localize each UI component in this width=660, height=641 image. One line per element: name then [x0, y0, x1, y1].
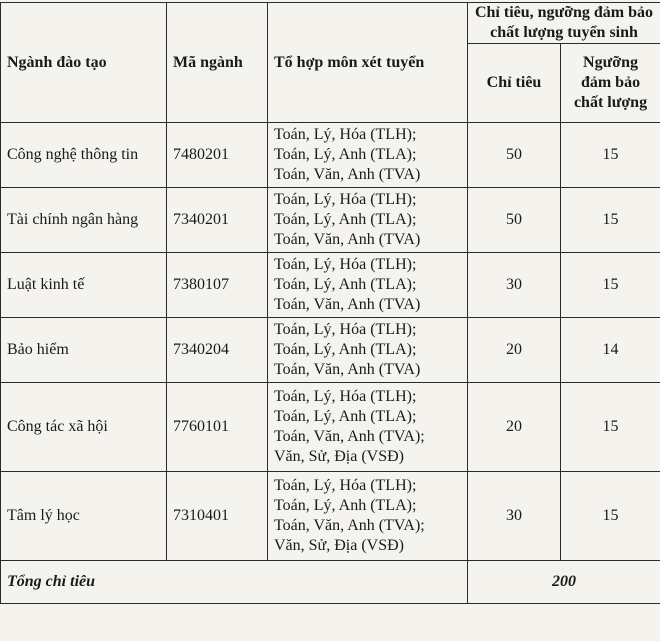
combo-line: Toán, Lý, Anh (TLA); [274, 211, 417, 228]
combo-line: Toán, Văn, Anh (TVA) [274, 296, 421, 313]
subject-combinations [268, 383, 468, 472]
header-major: Ngành đào tạo [1, 3, 167, 123]
major-code: 7340201 [167, 188, 268, 253]
header-combo: Tổ hợp môn xét tuyển [268, 3, 468, 123]
combo-line: Toán, Văn, Anh (TVA) [274, 166, 421, 183]
combo-line: Toán, Lý, Hóa (TLH); [274, 256, 417, 273]
subject-combinations [268, 472, 468, 561]
quota-value: 20 [468, 318, 561, 383]
table-body [1, 123, 660, 561]
quota-value: 30 [468, 472, 561, 561]
subject-combinations [268, 123, 468, 188]
major-code: 7480201 [167, 123, 268, 188]
major-name: Công tác xã hội [1, 383, 167, 472]
combo-line: Toán, Văn, Anh (TVA) [274, 231, 421, 248]
major-name: Tài chính ngân hàng [1, 188, 167, 253]
threshold-value: 15 [561, 253, 660, 318]
table-row [1, 253, 660, 318]
total-row [1, 561, 660, 604]
subject-combinations [268, 318, 468, 383]
quota-value: 20 [468, 383, 561, 472]
combo-line: Toán, Lý, Anh (TLA); [274, 497, 417, 514]
combo-line: Toán, Lý, Hóa (TLH); [274, 191, 417, 208]
major-code: 7340204 [167, 318, 268, 383]
combo-line: Toán, Lý, Anh (TLA); [274, 341, 417, 358]
combo-line: Văn, Sử, Địa (VSĐ) [274, 537, 404, 554]
major-code: 7380107 [167, 253, 268, 318]
total-value: 200 [468, 561, 660, 604]
threshold-value: 15 [561, 188, 660, 253]
table-row [1, 472, 660, 561]
total-label: Tổng chỉ tiêu [1, 561, 468, 604]
threshold-value: 15 [561, 123, 660, 188]
major-name: Luật kinh tế [1, 253, 167, 318]
table-row [1, 383, 660, 472]
admission-table [0, 2, 660, 604]
combo-line: Toán, Lý, Anh (TLA); [274, 276, 417, 293]
header-quota-group: Chỉ tiêu, ngưỡng đảm bảo chất lượng tuyển sinh [468, 3, 660, 44]
threshold-value: 14 [561, 318, 660, 383]
table-row [1, 318, 660, 383]
combo-line: Toán, Lý, Hóa (TLH); [274, 477, 417, 494]
quota-value: 30 [468, 253, 561, 318]
major-name: Tâm lý học [1, 472, 167, 561]
combo-line: Toán, Lý, Anh (TLA); [274, 146, 417, 163]
subject-combinations [268, 253, 468, 318]
major-name: Bảo hiểm [1, 318, 167, 383]
table-row [1, 123, 660, 188]
combo-line: Toán, Lý, Anh (TLA); [274, 408, 417, 425]
combo-line: Toán, Văn, Anh (TVA); [274, 428, 425, 445]
threshold-value: 15 [561, 383, 660, 472]
quota-value: 50 [468, 188, 561, 253]
major-code: 7310401 [167, 472, 268, 561]
quota-value: 50 [468, 123, 561, 188]
subject-combinations [268, 188, 468, 253]
header-code: Mã ngành [167, 3, 268, 123]
combo-line: Toán, Lý, Hóa (TLH); [274, 126, 417, 143]
threshold-value: 15 [561, 472, 660, 561]
combo-line: Toán, Lý, Hóa (TLH); [274, 321, 417, 338]
combo-line: Văn, Sử, Địa (VSĐ) [274, 448, 404, 465]
header-threshold: Ngưỡng đảm bảo chất lượng [561, 44, 660, 123]
combo-line: Toán, Văn, Anh (TVA) [274, 361, 421, 378]
table-row [1, 188, 660, 253]
major-code: 7760101 [167, 383, 268, 472]
combo-line: Toán, Văn, Anh (TVA); [274, 517, 425, 534]
header-quota: Chỉ tiêu [468, 44, 561, 123]
major-name: Công nghệ thông tin [1, 123, 167, 188]
combo-line: Toán, Lý, Hóa (TLH); [274, 388, 417, 405]
